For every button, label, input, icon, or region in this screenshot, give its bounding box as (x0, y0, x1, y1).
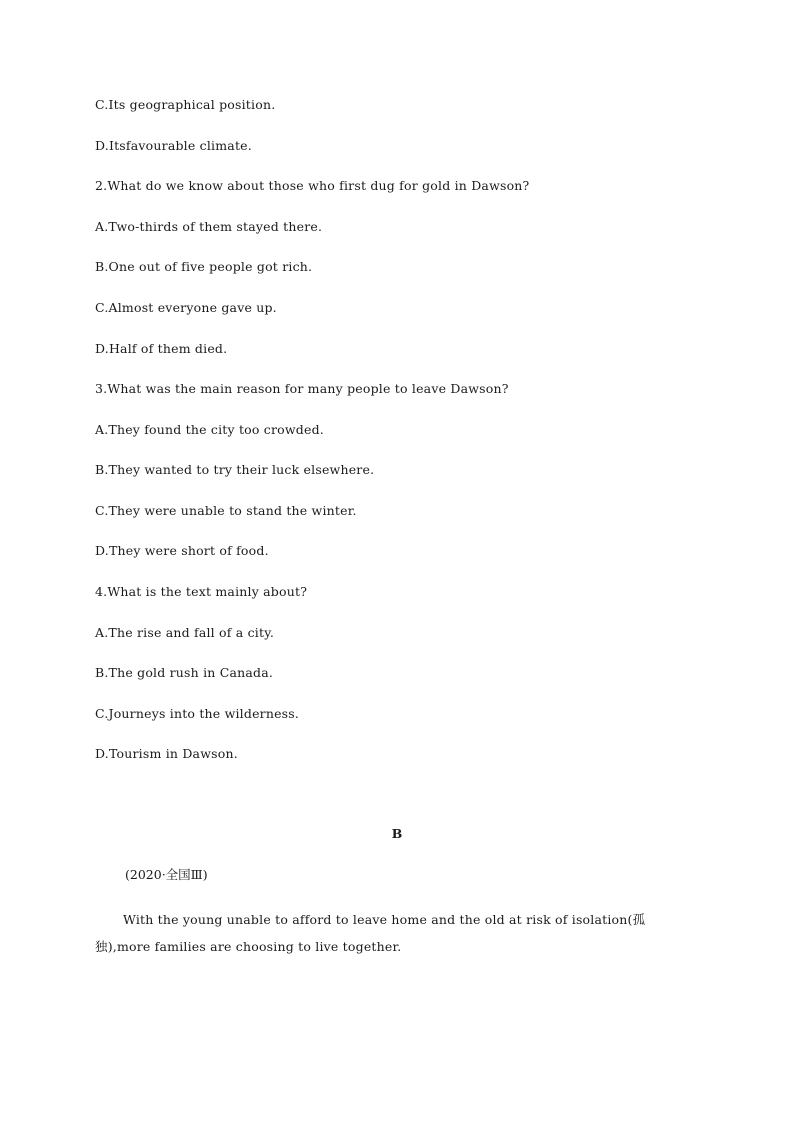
passage-paragraph: With the young unable to afford to leave home and the old at risk of isolation(孤独),more families are choosing to live together. (95, 912, 646, 954)
option-d-q2: D.Half of them died. (95, 341, 228, 356)
section-source: (2020·全国Ⅲ) (125, 867, 208, 882)
section-title: B (391, 826, 403, 841)
option-d-q4: D.Tourism in Dawson. (95, 746, 238, 761)
option-c-q1: C.Its geographical position. (95, 97, 276, 112)
option-b-q3: B.They wanted to try their luck elsewhere. (95, 462, 375, 477)
question-3: 3.What was the main reason for many people to leave Dawson? (95, 381, 509, 396)
option-a-q2: A.Two-thirds of them stayed there. (95, 219, 323, 234)
question-4: 4.What is the text mainly about? (95, 584, 308, 599)
option-a-q4: A.The rise and fall of a city. (95, 625, 274, 640)
option-b-q4: B.The gold rush in Canada. (95, 665, 274, 680)
option-c-q3: C.They were unable to stand the winter. (95, 503, 357, 518)
option-b-q2: B.One out of five people got rich. (95, 259, 313, 274)
option-d-q1: D.Itsfavourable climate. (95, 138, 252, 153)
option-c-q4: C.Journeys into the wilderness. (95, 706, 300, 721)
question-2: 2.What do we know about those who first dug for gold in Dawson? (95, 178, 530, 193)
option-a-q3: A.They found the city too crowded. (95, 422, 324, 437)
option-d-q3: D.They were short of food. (95, 543, 269, 558)
option-c-q2: C.Almost everyone gave up. (95, 300, 277, 315)
